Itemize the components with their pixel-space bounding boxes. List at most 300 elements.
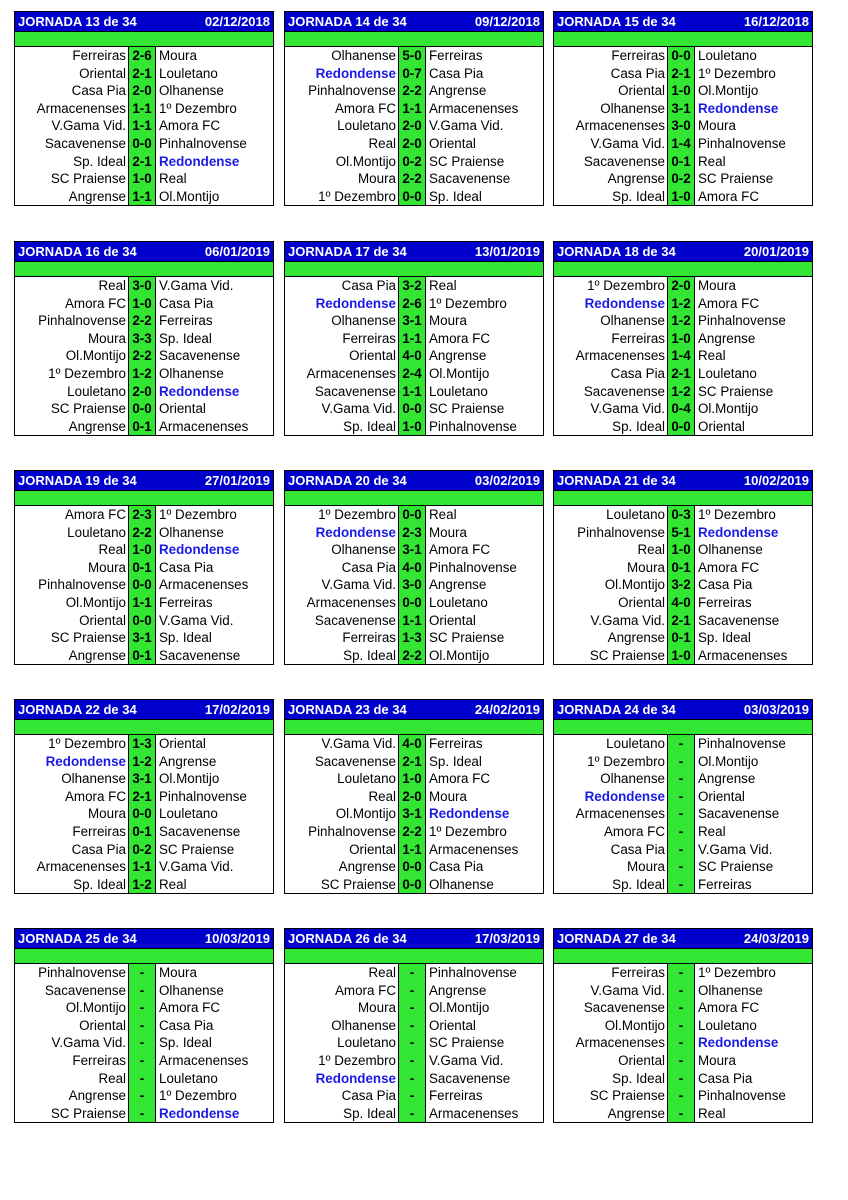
match-score: 2-0 bbox=[667, 277, 695, 295]
match-row bbox=[15, 823, 273, 841]
match-score: 0-1 bbox=[667, 629, 695, 647]
away-team: Louletano bbox=[159, 1070, 218, 1086]
away-team: Moura bbox=[429, 788, 467, 804]
away-team: Moura bbox=[698, 1052, 736, 1068]
match-row bbox=[285, 277, 543, 295]
away-team: 1º Dezembro bbox=[698, 65, 776, 81]
home-team: Armacenenses bbox=[36, 859, 126, 875]
match-score: 1-0 bbox=[398, 770, 426, 788]
match-row bbox=[285, 823, 543, 841]
match-score: 1-0 bbox=[128, 295, 156, 313]
away-team: Louletano bbox=[698, 48, 757, 63]
round-block bbox=[284, 928, 544, 1123]
home-team: 1º Dezembro bbox=[587, 753, 665, 769]
round-block bbox=[14, 928, 274, 1123]
match-row bbox=[15, 277, 273, 295]
home-team: Casa Pia bbox=[341, 559, 396, 575]
home-team: V.Gama Vid. bbox=[590, 135, 665, 151]
match-row bbox=[554, 841, 812, 859]
match-row bbox=[554, 100, 812, 118]
away-team: Real bbox=[698, 823, 726, 839]
home-team: Real bbox=[368, 788, 396, 804]
home-team: Ferreiras bbox=[72, 1052, 126, 1068]
round-title: JORNADA 20 de 34 bbox=[288, 473, 407, 488]
match-row bbox=[15, 858, 273, 876]
home-team: Real bbox=[368, 965, 396, 980]
round-date: 27/01/2019 bbox=[204, 473, 270, 488]
away-team: Real bbox=[429, 507, 457, 522]
away-team: V.Gama Vid. bbox=[698, 841, 773, 857]
round-header bbox=[15, 242, 273, 261]
home-team: SC Praiense bbox=[320, 876, 396, 892]
match-row bbox=[554, 788, 812, 806]
away-team: Ferreiras bbox=[429, 736, 483, 751]
match-row bbox=[15, 735, 273, 753]
away-team: SC Praiense bbox=[429, 153, 505, 169]
home-team: SC Praiense bbox=[589, 647, 665, 663]
home-team: Ol.Montijo bbox=[65, 594, 126, 610]
away-team: Angrense bbox=[698, 771, 756, 787]
away-team: Angrense bbox=[429, 83, 487, 99]
match-row bbox=[554, 559, 812, 577]
home-team: Armacenenses bbox=[306, 365, 396, 381]
home-team: Oriental bbox=[618, 83, 665, 99]
match-score: 1-0 bbox=[128, 170, 156, 188]
round-date: 17/02/2019 bbox=[204, 702, 270, 717]
match-score: 4-0 bbox=[398, 735, 426, 753]
away-team: Moura bbox=[698, 118, 736, 134]
round-green-band bbox=[554, 948, 812, 964]
round-green-band bbox=[554, 490, 812, 506]
match-score: 3-2 bbox=[667, 576, 695, 594]
away-team: Ferreiras bbox=[429, 48, 483, 63]
match-score: 3-1 bbox=[128, 629, 156, 647]
match-score: - bbox=[398, 999, 426, 1017]
match-score: 5-0 bbox=[398, 47, 426, 65]
home-team: Ol.Montijo bbox=[65, 348, 126, 364]
away-team: Louletano bbox=[159, 65, 218, 81]
home-team: Louletano bbox=[67, 524, 126, 540]
match-row bbox=[554, 383, 812, 401]
match-score: 0-0 bbox=[398, 594, 426, 612]
match-row bbox=[554, 805, 812, 823]
match-score: - bbox=[667, 964, 695, 982]
round-header bbox=[15, 929, 273, 948]
match-score: - bbox=[667, 1087, 695, 1105]
away-team: Olhanense bbox=[429, 876, 494, 892]
match-row bbox=[554, 347, 812, 365]
round-green-band bbox=[15, 948, 273, 964]
away-team: Casa Pia bbox=[429, 65, 484, 81]
match-row bbox=[285, 1034, 543, 1052]
away-team: Amora FC bbox=[429, 771, 491, 787]
match-score: - bbox=[667, 823, 695, 841]
home-team: Pinhalnovense bbox=[38, 965, 126, 980]
match-row bbox=[554, 823, 812, 841]
match-row bbox=[285, 135, 543, 153]
match-score: 1-4 bbox=[667, 347, 695, 365]
home-team: Oriental bbox=[349, 348, 396, 364]
match-score: 3-1 bbox=[398, 805, 426, 823]
match-score: - bbox=[128, 1070, 156, 1088]
match-row bbox=[15, 841, 273, 859]
match-row bbox=[554, 982, 812, 1000]
match-row bbox=[285, 100, 543, 118]
match-score: 0-0 bbox=[398, 188, 426, 206]
match-row bbox=[554, 47, 812, 65]
away-team: Armacenenses bbox=[429, 841, 519, 857]
away-team: Redondense bbox=[159, 1105, 240, 1121]
match-score: 0-0 bbox=[398, 876, 426, 894]
match-row bbox=[15, 1017, 273, 1035]
home-team: Angrense bbox=[607, 630, 665, 646]
home-team: Angrense bbox=[607, 171, 665, 187]
match-row bbox=[15, 330, 273, 348]
match-row bbox=[15, 1070, 273, 1088]
home-team: Moura bbox=[88, 330, 126, 346]
away-team: SC Praiense bbox=[698, 859, 774, 875]
away-team: 1º Dezembro bbox=[159, 507, 237, 522]
round-date: 03/03/2019 bbox=[743, 702, 809, 717]
match-row bbox=[554, 82, 812, 100]
match-score: 1-2 bbox=[128, 876, 156, 894]
home-team: Ferreiras bbox=[611, 48, 665, 63]
match-row bbox=[15, 100, 273, 118]
away-team: Ol.Montijo bbox=[698, 401, 759, 417]
match-score: 1-2 bbox=[667, 312, 695, 330]
match-row bbox=[15, 576, 273, 594]
match-score: 1-1 bbox=[128, 594, 156, 612]
match-row bbox=[15, 876, 273, 894]
home-team: 1º Dezembro bbox=[48, 736, 126, 751]
away-team: Moura bbox=[159, 965, 197, 980]
away-team: Louletano bbox=[698, 1017, 757, 1033]
away-team: Sp. Ideal bbox=[159, 630, 212, 646]
round-date: 03/02/2019 bbox=[474, 473, 540, 488]
match-score: 0-1 bbox=[667, 559, 695, 577]
match-row bbox=[15, 1034, 273, 1052]
round-block bbox=[14, 241, 274, 436]
match-row bbox=[15, 506, 273, 524]
away-team: Sp. Ideal bbox=[698, 630, 751, 646]
match-row bbox=[554, 188, 812, 206]
home-team: Real bbox=[98, 1070, 126, 1086]
match-row bbox=[554, 1070, 812, 1088]
away-team: Real bbox=[159, 171, 187, 187]
match-score: 1-0 bbox=[667, 188, 695, 206]
round-header bbox=[15, 700, 273, 719]
round-title: JORNADA 21 de 34 bbox=[557, 473, 676, 488]
away-team: Olhanense bbox=[159, 365, 224, 381]
match-score: 2-2 bbox=[398, 82, 426, 100]
home-team: Olhanense bbox=[331, 542, 396, 558]
match-score: 5-1 bbox=[667, 524, 695, 542]
home-team: Ol.Montijo bbox=[604, 577, 665, 593]
round-green-band bbox=[285, 31, 543, 47]
home-team: Sp. Ideal bbox=[343, 418, 396, 434]
round-date: 10/03/2019 bbox=[204, 931, 270, 946]
match-row bbox=[15, 383, 273, 401]
away-team: Redondense bbox=[698, 1035, 779, 1051]
match-row bbox=[554, 400, 812, 418]
match-score: - bbox=[667, 753, 695, 771]
away-team: SC Praiense bbox=[429, 630, 505, 646]
match-score: 0-2 bbox=[398, 153, 426, 171]
match-score: - bbox=[128, 982, 156, 1000]
match-score: 1-1 bbox=[128, 117, 156, 135]
home-team: Oriental bbox=[349, 841, 396, 857]
away-team: Ol.Montijo bbox=[429, 1000, 490, 1016]
round-title: JORNADA 26 de 34 bbox=[288, 931, 407, 946]
match-score: 0-2 bbox=[128, 841, 156, 859]
home-team: Sp. Ideal bbox=[343, 647, 396, 663]
home-team: Redondense bbox=[315, 1070, 396, 1086]
home-team: Real bbox=[98, 278, 126, 293]
home-team: Olhanense bbox=[331, 1017, 396, 1033]
match-row bbox=[285, 559, 543, 577]
match-score: - bbox=[398, 1017, 426, 1035]
away-team: Ol.Montijo bbox=[698, 753, 759, 769]
match-row bbox=[285, 383, 543, 401]
away-team: Ferreiras bbox=[698, 594, 752, 610]
match-score: - bbox=[128, 964, 156, 982]
away-team: Louletano bbox=[159, 806, 218, 822]
home-team: Redondense bbox=[584, 295, 665, 311]
away-team: Amora FC bbox=[429, 542, 491, 558]
match-score: 1-2 bbox=[128, 365, 156, 383]
round-block bbox=[14, 470, 274, 665]
match-row bbox=[554, 576, 812, 594]
home-team: Casa Pia bbox=[341, 1088, 396, 1104]
home-team: Louletano bbox=[67, 383, 126, 399]
match-score: 2-0 bbox=[398, 788, 426, 806]
match-row bbox=[15, 418, 273, 436]
round-green-band bbox=[15, 261, 273, 277]
home-team: Redondense bbox=[315, 295, 396, 311]
match-score: 2-0 bbox=[128, 82, 156, 100]
match-score: - bbox=[667, 770, 695, 788]
match-score: 3-1 bbox=[667, 100, 695, 118]
away-team: Sp. Ideal bbox=[159, 330, 212, 346]
match-row bbox=[285, 647, 543, 665]
away-team: Sacavenense bbox=[159, 647, 241, 663]
home-team: Angrense bbox=[68, 1088, 126, 1104]
match-score: 2-2 bbox=[128, 347, 156, 365]
match-row bbox=[285, 506, 543, 524]
round-header bbox=[15, 12, 273, 31]
away-team: Angrense bbox=[429, 348, 487, 364]
match-row bbox=[15, 805, 273, 823]
match-row bbox=[285, 612, 543, 630]
away-team: Sp. Ideal bbox=[429, 753, 482, 769]
match-score: 2-2 bbox=[398, 170, 426, 188]
match-row bbox=[554, 1087, 812, 1105]
match-score: 1-0 bbox=[667, 647, 695, 665]
match-row bbox=[554, 295, 812, 313]
match-score: 2-2 bbox=[128, 312, 156, 330]
home-team: 1º Dezembro bbox=[318, 1052, 396, 1068]
home-team: Ferreiras bbox=[342, 630, 396, 646]
match-score: 2-0 bbox=[398, 117, 426, 135]
away-team: Ol.Montijo bbox=[429, 365, 490, 381]
match-row bbox=[285, 805, 543, 823]
home-team: Sp. Ideal bbox=[612, 1070, 665, 1086]
away-team: Pinhalnovense bbox=[429, 965, 517, 980]
match-score: 3-3 bbox=[128, 330, 156, 348]
home-team: Pinhalnovense bbox=[38, 313, 126, 329]
round-block bbox=[14, 699, 274, 894]
home-team: Moura bbox=[358, 1000, 396, 1016]
home-team: Sp. Ideal bbox=[73, 876, 126, 892]
match-score: 2-1 bbox=[128, 788, 156, 806]
away-team: Ol.Montijo bbox=[698, 83, 759, 99]
round-date: 13/01/2019 bbox=[474, 244, 540, 259]
home-team: Sacavenense bbox=[314, 753, 396, 769]
match-score: 2-2 bbox=[398, 823, 426, 841]
round-header bbox=[285, 471, 543, 490]
match-score: 0-0 bbox=[128, 135, 156, 153]
away-team: Ferreiras bbox=[159, 313, 213, 329]
away-team: Armacenenses bbox=[159, 1052, 249, 1068]
match-row bbox=[15, 400, 273, 418]
away-team: V.Gama Vid. bbox=[159, 278, 234, 293]
match-row bbox=[15, 347, 273, 365]
match-score: 2-6 bbox=[128, 47, 156, 65]
away-team: 1º Dezembro bbox=[429, 295, 507, 311]
match-row bbox=[15, 982, 273, 1000]
away-team: Moura bbox=[698, 278, 736, 293]
match-row bbox=[285, 365, 543, 383]
home-team: Amora FC bbox=[603, 823, 665, 839]
match-score: 0-4 bbox=[667, 400, 695, 418]
home-team: SC Praiense bbox=[589, 1088, 665, 1104]
match-score: - bbox=[128, 1052, 156, 1070]
match-score: 3-0 bbox=[667, 117, 695, 135]
match-row bbox=[285, 295, 543, 313]
match-row bbox=[15, 770, 273, 788]
home-team: 1º Dezembro bbox=[318, 507, 396, 522]
match-score: - bbox=[128, 999, 156, 1017]
home-team: Redondense bbox=[584, 788, 665, 804]
away-team: Ferreiras bbox=[159, 594, 213, 610]
round-green-band bbox=[285, 719, 543, 735]
home-team: Amora FC bbox=[64, 788, 126, 804]
away-team: Sacavenense bbox=[698, 612, 780, 628]
match-score: 0-1 bbox=[128, 823, 156, 841]
away-team: Redondense bbox=[698, 100, 779, 116]
match-row bbox=[285, 576, 543, 594]
match-score: 3-1 bbox=[398, 541, 426, 559]
home-team: Angrense bbox=[338, 859, 396, 875]
match-score: - bbox=[128, 1017, 156, 1035]
round-title: JORNADA 14 de 34 bbox=[288, 14, 407, 29]
away-team: Olhanense bbox=[159, 83, 224, 99]
match-score: - bbox=[398, 1070, 426, 1088]
match-score: 4-0 bbox=[398, 559, 426, 577]
home-team: Louletano bbox=[337, 771, 396, 787]
home-team: Moura bbox=[88, 806, 126, 822]
match-row bbox=[554, 418, 812, 436]
home-team: Louletano bbox=[606, 736, 665, 751]
home-team: Louletano bbox=[337, 1035, 396, 1051]
away-team: Sacavenense bbox=[159, 348, 241, 364]
away-team: Oriental bbox=[429, 1017, 476, 1033]
match-row bbox=[285, 964, 543, 982]
away-team: Amora FC bbox=[429, 330, 491, 346]
home-team: V.Gama Vid. bbox=[321, 736, 396, 751]
match-score: - bbox=[128, 1034, 156, 1052]
match-score: 3-1 bbox=[128, 770, 156, 788]
away-team: SC Praiense bbox=[698, 383, 774, 399]
match-score: 1-3 bbox=[128, 735, 156, 753]
away-team: Angrense bbox=[159, 753, 217, 769]
home-team: Sacavenense bbox=[44, 135, 126, 151]
round-date: 20/01/2019 bbox=[743, 244, 809, 259]
home-team: Armacenenses bbox=[306, 594, 396, 610]
away-team: Ol.Montijo bbox=[159, 771, 220, 787]
home-team: SC Praiense bbox=[50, 630, 126, 646]
match-score: 2-3 bbox=[128, 506, 156, 524]
home-team: Casa Pia bbox=[341, 278, 396, 293]
home-team: Ferreiras bbox=[611, 965, 665, 980]
match-row bbox=[554, 365, 812, 383]
home-team: Casa Pia bbox=[71, 83, 126, 99]
match-row bbox=[554, 506, 812, 524]
home-team: Oriental bbox=[618, 1052, 665, 1068]
match-score: - bbox=[667, 982, 695, 1000]
match-row bbox=[15, 365, 273, 383]
round-green-band bbox=[15, 490, 273, 506]
match-score: - bbox=[667, 1034, 695, 1052]
home-team: Ol.Montijo bbox=[335, 153, 396, 169]
round-date: 24/03/2019 bbox=[743, 931, 809, 946]
home-team: Sp. Ideal bbox=[73, 153, 126, 169]
match-row bbox=[285, 82, 543, 100]
match-score: 0-0 bbox=[128, 805, 156, 823]
match-row bbox=[285, 117, 543, 135]
match-row bbox=[285, 858, 543, 876]
match-score: 1-1 bbox=[398, 383, 426, 401]
home-team: Sp. Ideal bbox=[612, 188, 665, 204]
match-row bbox=[285, 524, 543, 542]
away-team: Armacenenses bbox=[698, 647, 788, 663]
away-team: Armacenenses bbox=[429, 1105, 519, 1121]
home-team: Angrense bbox=[68, 188, 126, 204]
round-title: JORNADA 13 de 34 bbox=[18, 14, 137, 29]
match-score: - bbox=[128, 1105, 156, 1123]
round-green-band bbox=[285, 948, 543, 964]
away-team: Pinhalnovense bbox=[698, 736, 786, 751]
round-block bbox=[284, 699, 544, 894]
match-row bbox=[554, 541, 812, 559]
home-team: Sp. Ideal bbox=[612, 876, 665, 892]
match-score: 0-1 bbox=[667, 153, 695, 171]
away-team: SC Praiense bbox=[159, 841, 235, 857]
match-score: 0-0 bbox=[398, 506, 426, 524]
away-team: V.Gama Vid. bbox=[429, 118, 504, 134]
away-team: Ferreiras bbox=[429, 1088, 483, 1104]
home-team: Ferreiras bbox=[611, 330, 665, 346]
away-team: SC Praiense bbox=[429, 1035, 505, 1051]
match-score: 2-6 bbox=[398, 295, 426, 313]
round-title: JORNADA 23 de 34 bbox=[288, 702, 407, 717]
home-team: Armacenenses bbox=[575, 118, 665, 134]
round-title: JORNADA 27 de 34 bbox=[557, 931, 676, 946]
match-row bbox=[554, 964, 812, 982]
match-score: - bbox=[667, 788, 695, 806]
match-row bbox=[15, 1052, 273, 1070]
away-team: Ol.Montijo bbox=[159, 188, 220, 204]
